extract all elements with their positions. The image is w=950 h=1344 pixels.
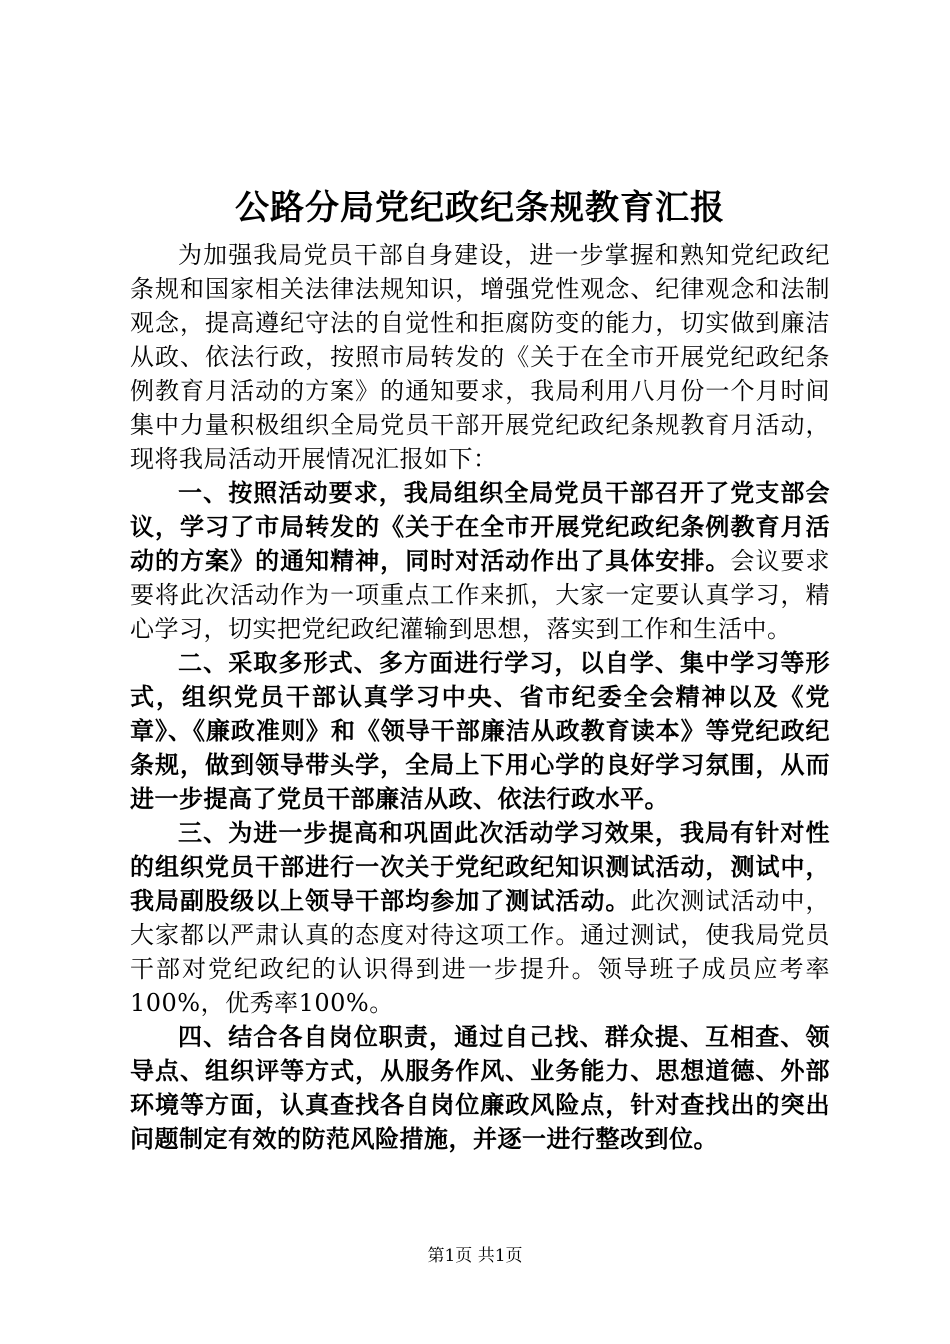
section-3-bold-text: 三、为进一步提高和巩固此次活动学习效果，我局有针对性的组织党员干部进行一次关于党纪政纪知识测试活动，测试中，我局副股级以上领导干部均参加了测试活动。: [130, 818, 830, 915]
section-1-bold-text: 一、按照活动要求，我局组织全局党员干部召开了党支部会议，学习了市局转发的《关于在全市开展党纪政纪条例教育月活动的方案》的通知精神，同时对活动作出了具体安排。: [130, 478, 830, 575]
intro-paragraph: 为加强我局党员干部自身建设，进一步掌握和熟知党纪政纪条规和国家相关法律法规知识，增强党性观念、纪律观念和法制观念，提高遵纪守法的自觉性和拒腐防变的能力，切实做到廉洁从政、依法行政，按照市局转发的《关于在全市开展党纪政纪条例教育月活动的方案》的通知要求，我局利用八月份一个月时间集中力量积极组织全局党员干部开展党纪政纪条规教育月活动，现将我局活动开展情况汇报如下：: [130, 241, 830, 473]
section-4-bold-text: 四、结合各自岗位职责，通过自己找、群众提、互相查、领导点、组织评等方式，从服务作风、业务能力、思想道德、外部环境等方面，认真查找各自岗位廉政风险点，针对查找出的突出问题制定有效的防范风险措施，并逐一进行整改到位。: [130, 1022, 830, 1153]
section-1-paragraph: [130, 476, 830, 646]
section-3-regular-text: 此次测试活动中，大家都以严肃认真的态度对待这项工作。通过测试，使我局党员干部对党纪政纪的认识得到进一步提升。领导班子成员应考率100%，优秀率100%。: [130, 887, 831, 1017]
document-page: [130, 180, 830, 1156]
section-4-paragraph: [130, 1020, 830, 1156]
section-2-paragraph: [130, 646, 830, 816]
document-title: 公路分局党纪政纪条规教育汇报: [235, 188, 725, 228]
section-3-paragraph: [130, 816, 830, 1020]
page-footer: 第1页 共1页: [427, 1246, 523, 1266]
section-1-regular-text: 会议要求要将此次活动作为一项重点工作来抓，大家一定要认真学习，精心学习，切实把党纪政纪灌输到思想，落实到工作和生活中。: [130, 547, 831, 643]
section-2-bold-text: 二、采取多形式、多方面进行学习，以自学、集中学习等形式，组织党员干部认真学习中央、省市纪委全会精神以及《党章》、《廉政准则》和《领导干部廉洁从政教育读本》等党纪政纪条规，做到领导带头学，全局上下用心学的良好学习氛围，从而进一步提高了党员干部廉洁从政、依法行政水平。: [130, 648, 830, 813]
